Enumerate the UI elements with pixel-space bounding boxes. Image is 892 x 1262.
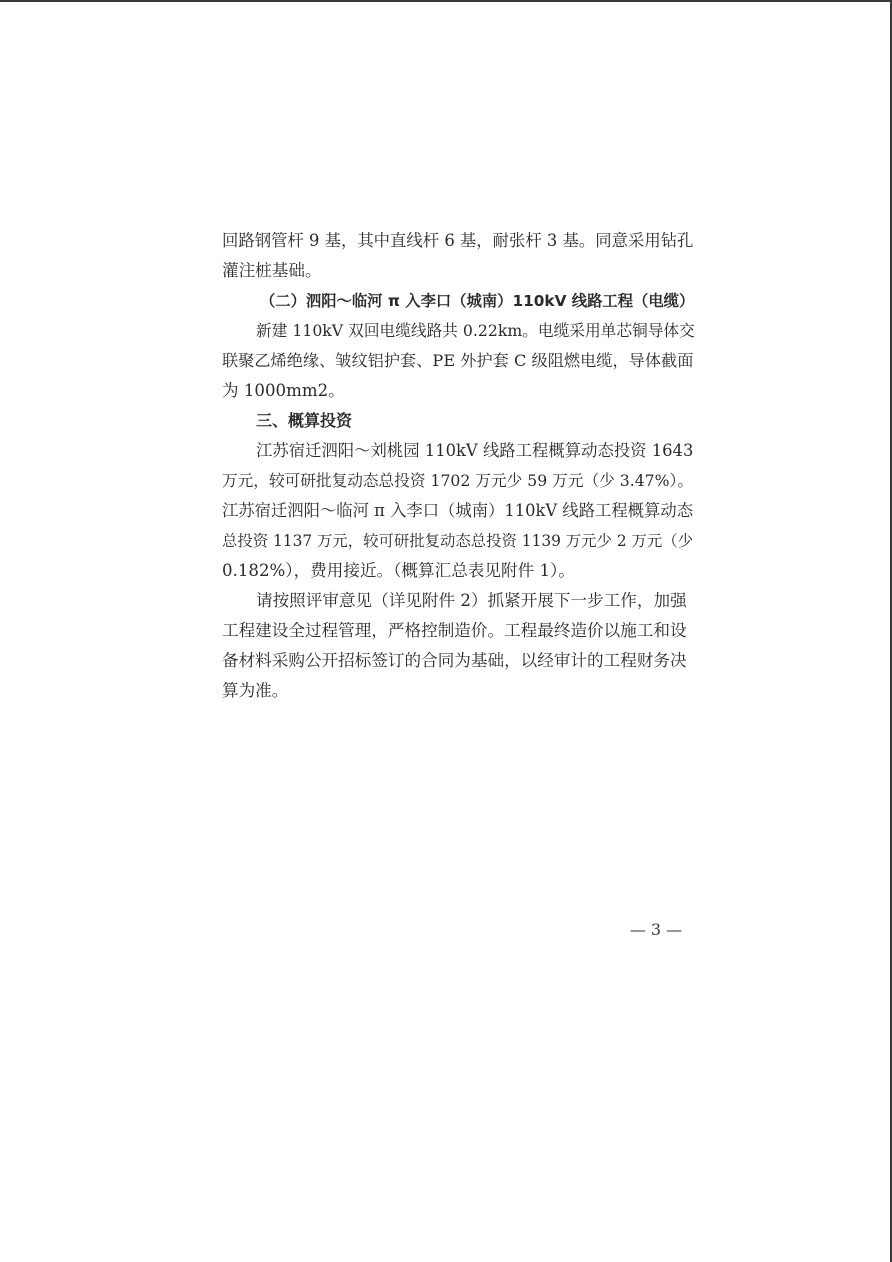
page-top-border — [0, 0, 892, 2]
section-subheading: （二）泗阳～临河 π 入李口（城南）110kV 线路工程（电缆） — [260, 292, 695, 310]
section-heading: 三、概算投资 — [256, 411, 353, 430]
document-body — [222, 226, 698, 706]
body-line: 灌注桩基础。 — [222, 261, 322, 280]
body-line: 0.182%），费用接近。（概算汇总表见附件 1）。 — [222, 561, 575, 580]
body-line: 为 1000mm2。 — [222, 381, 345, 400]
body-line: 回路钢管杆 9 基，其中直线杆 6 基，耐张杆 3 基。同意采用钻孔 — [222, 231, 694, 250]
body-line: 万元，较可研批复动态总投资 1702 万元少 59 万元（少 3.47%）。 — [222, 471, 693, 490]
body-line: 备材料采购公开招标签订的合同为基础，以经审计的工程财务决 — [222, 651, 687, 670]
body-line: 总投资 1137 万元，较可研批复动态总投资 1139 万元少 2 万元（少 — [222, 532, 693, 550]
body-line: 江苏宿迁泗阳～临河 π 入李口（城南）110kV 线路工程概算动态 — [222, 501, 694, 520]
body-line: 新建 110kV 双回电缆线路共 0.22km。电缆采用单芯铜导体交 — [256, 321, 695, 340]
body-line: 联聚乙烯绝缘、皱纹铝护套、PE 外护套 C 级阻燃电缆，导体截面 — [222, 351, 694, 370]
page-number: — 3 — — [629, 920, 683, 939]
body-line: 工程建设全过程管理，严格控制造价。工程最终造价以施工和设 — [222, 621, 687, 640]
body-line: 请按照评审意见（详见附件 2）抓紧开展下一步工作，加强 — [256, 591, 687, 610]
body-line: 算为准。 — [222, 681, 289, 700]
body-line: 江苏宿迁泗阳～刘桃园 110kV 线路工程概算动态投资 1643 — [256, 441, 694, 460]
